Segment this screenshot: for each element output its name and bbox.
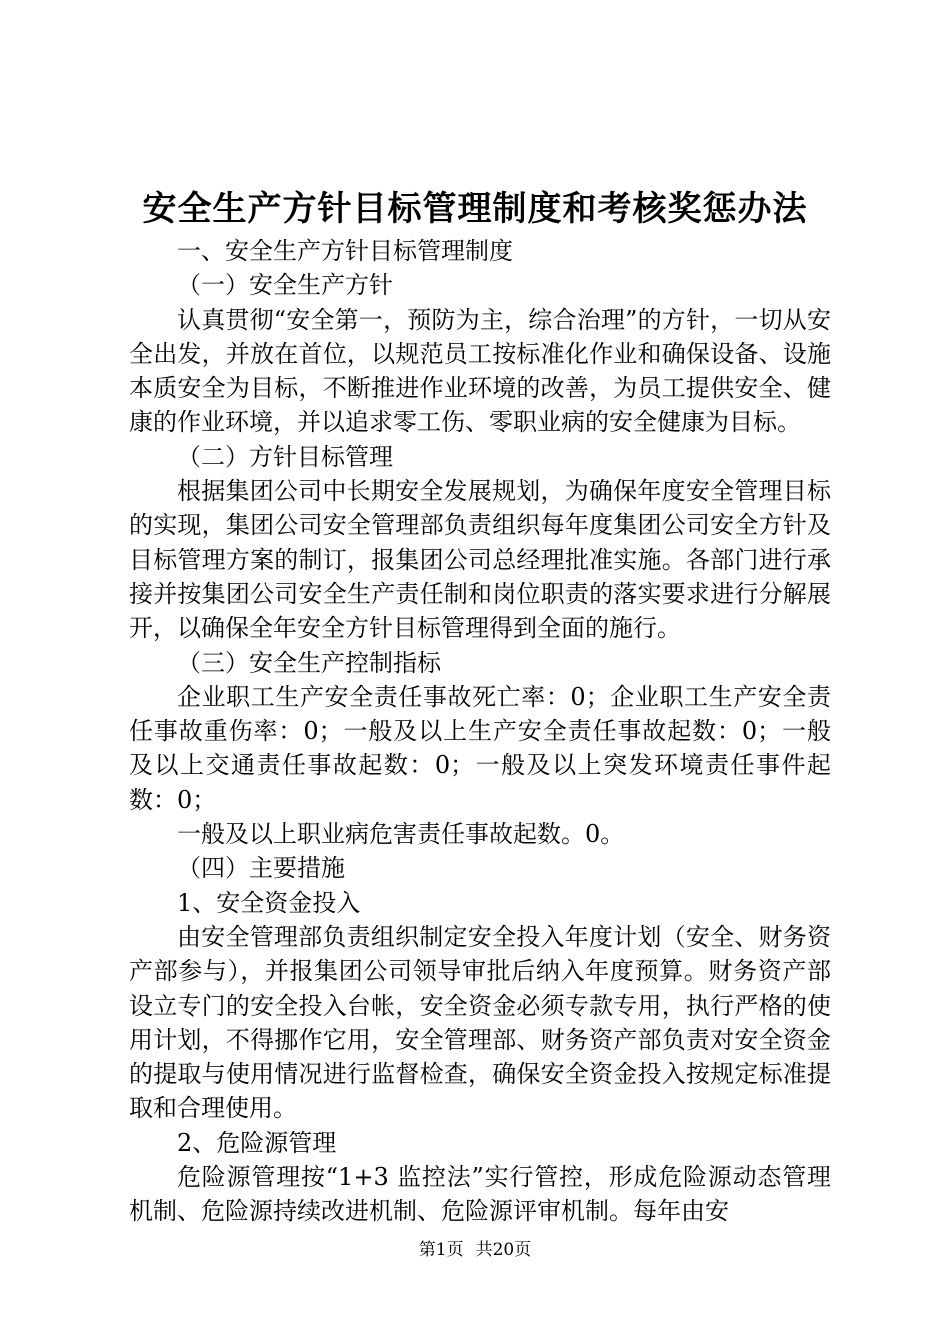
paragraph: 一般及以上职业病危害责任事故起数。0。 bbox=[177, 820, 625, 849]
item-heading: 2、危险源管理 bbox=[177, 1128, 337, 1157]
subsection-heading: （四）主要措施 bbox=[177, 854, 345, 883]
paragraph: 认真贯彻“安全第一，预防为主，综合治理”的方针，一切从安全出发，并放在首位，以规范员工按标准化作业和确保设备、设施本质安全为目标，不断推进作业环境的改善，为员工提供安全、健康的作业环境，并以追求零工伤、零职业病的安全健康为目标。 bbox=[129, 305, 831, 437]
subsection-heading: （一）安全生产方针 bbox=[177, 271, 393, 300]
item-heading: 1、安全资金投入 bbox=[177, 888, 361, 917]
page-footer bbox=[0, 1238, 950, 1262]
paragraph: 危险源管理按“1+3 监控法”实行管控，形成危险源动态管理机制、危险源持续改进机制、危险源评审机制。每年由安 bbox=[129, 1163, 831, 1226]
paragraph: 根据集团公司中长期安全发展规划，为确保年度安全管理目标的实现，集团公司安全管理部负责组织每年度集团公司安全方针及目标管理方案的制订，报集团公司总经理批准实施。各部门进行承接并按集团公司安全生产责任制和岗位职责的落实要求进行分解展开，以确保全年安全方针目标管理得到全面的施行。 bbox=[129, 477, 831, 643]
subsection-heading: （三）安全生产控制指标 bbox=[177, 648, 441, 677]
paragraph: 企业职工生产安全责任事故死亡率：0；企业职工生产安全责任事故重伤率：0；一般及以上生产安全责任事故起数：0；一般及以上交通责任事故起数：0；一般及以上突发环境责任事件起数：0； bbox=[129, 682, 831, 814]
section-heading: 一、安全生产方针目标管理制度 bbox=[177, 237, 513, 265]
page-total: 共20页 bbox=[475, 1240, 532, 1260]
paragraph: 由安全管理部负责组织制定安全投入年度计划（安全、财务资产部参与），并报集团公司领导审批后纳入年度预算。财务资产部设立专门的安全投入台帐，安全资金必须专款专用，执行严格的使用计划，不得挪作它用，安全管理部、财务资产部负责对安全资金的提取与使用情况进行监督检查，确保安全资金投入按规定标准提取和合理使用。 bbox=[129, 922, 831, 1123]
page-number: 第1页 bbox=[418, 1240, 464, 1260]
subsection-heading: （二）方针目标管理 bbox=[177, 442, 393, 471]
document-body bbox=[129, 234, 831, 1229]
document-title: 安全生产方针目标管理制度和考核奖惩办法 bbox=[142, 189, 808, 229]
